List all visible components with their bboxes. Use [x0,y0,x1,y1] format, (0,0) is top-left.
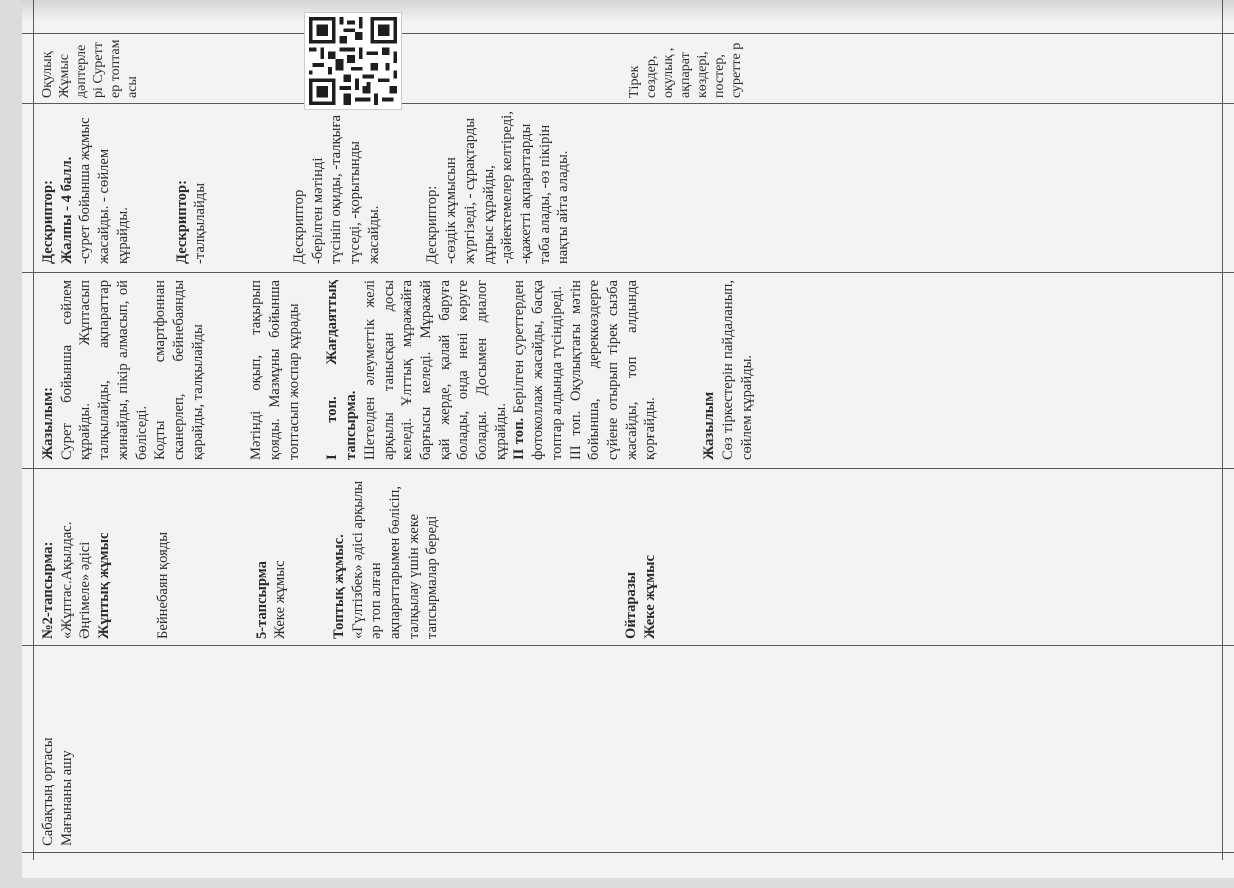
descriptor2-title: Дескриптор: [173,180,190,264]
writing-text: Сурет бойынша сөйлем құрайды. Жұптасып талқылайды, ақпараттар жинайды, пікір алмасып, ой бөліседі. [58,280,150,460]
group3-text: ІІІ топ. Оқулықтағы мәтін бойынша, дереккөздерге сүйене отырып тірек сызба жасайды, топ алдында қорғайды. [567,280,659,460]
task5-mode: Жеке жұмыс [272,560,289,639]
student-cell [35,274,1221,466]
resources-top: Оқулық Жұмыс дәптерле рі Суретт ер топтам асы [40,39,140,98]
group-work-text: «Гүлтізбек» әдісі арқылы әр топ алған ақпараттарымен бөлісіп, талқылау үшін жеке тапсырмалар береді [349,480,441,639]
descriptor3-title: Дескриптор [290,189,307,264]
group1-title: І топ. Жағдаяттық тапсырма. [324,280,360,460]
task2-mode: Жұптық жұмыс [96,532,113,639]
teacher-cell [35,470,1221,645]
reading-task: Мәтінді оқып, тақырып қояды. Мазмұны бойынша топтасып жоспар құрады [248,280,302,460]
task2-title: №2-тапсырма: [40,541,56,639]
descriptor1-title: Дескриптор: [40,180,56,264]
reflection-mode: Жеке жұмыс [641,554,658,639]
descriptor2-lines: -талқылайды [192,183,209,264]
group2-label: ІІ топ. [511,417,528,460]
scanned-page [22,0,1234,878]
descriptor4-lines: -сөздік жұмысын жүргізеді, - сұрақтарды дұрыс құрайды, -дәйектемелер келтіреді, -қажетті ақпараттарды таба алады, -өз пікірін нақты айта алады. [443,111,572,264]
descriptor3-lines: -берілген мәтінді түсініп оқиды, -талқыға түседі, -қорытынды жасайды. [309,115,382,264]
final-writing-title: Жазылым [701,391,718,460]
task2-method: «Жұптас.Ақылдас. Әңгімеле» әдісі [58,521,94,639]
group-work-title: Топтық жұмыс. [330,534,347,639]
video-instruction: Бейнебаян қояды [154,531,171,639]
table-border-bottom [22,852,1234,853]
group2-text: Берілген суреттерден фотоколлаж жасайды, басқа топтар алдында түсіндіреді. [511,280,565,460]
qr-instruction: Кодты смартфоннан сканерлеп, бейнебаянды қарайды, талқылайды [152,280,206,460]
table-border-right [1222,0,1223,860]
stage-name: Сабақтың ортасы [40,737,56,846]
descriptor4-title: Дескриптор: [424,185,441,264]
qr-code-icon [304,12,402,110]
stage-cell [35,647,215,852]
stage-subtitle: Мағынаны ашу [58,750,75,846]
descriptor1-lines: -сурет бойынша жұмыс жасайды. - сөйлем құрайды. [77,117,131,264]
group1-text: Шетелден әлеуметтік желі арқылы танысқан досы келеді. Ұлттық мұражайға барғысы келеді. Мұражай қай жерде, қалай баруға болады, онда нені көруге болады. Досымен диалог құрайды. [361,280,509,460]
resources-bottom-cell [622,35,902,101]
resources-bottom: Тірек сөздер, оқулық , ақпарат көздері, постер, суретте р [627,42,744,98]
reflection-title: Ойтаразы [623,571,640,639]
descriptor1-total: Жалпы - 4 балл. [58,156,75,264]
assessment-cell [35,105,1221,270]
task5-title: 5-тапсырма [253,561,270,639]
final-writing-text: Сөз тіркестерін пайдаланып, сөйлем құрайды. [719,280,755,460]
writing-title: Жазылым: [40,386,56,460]
